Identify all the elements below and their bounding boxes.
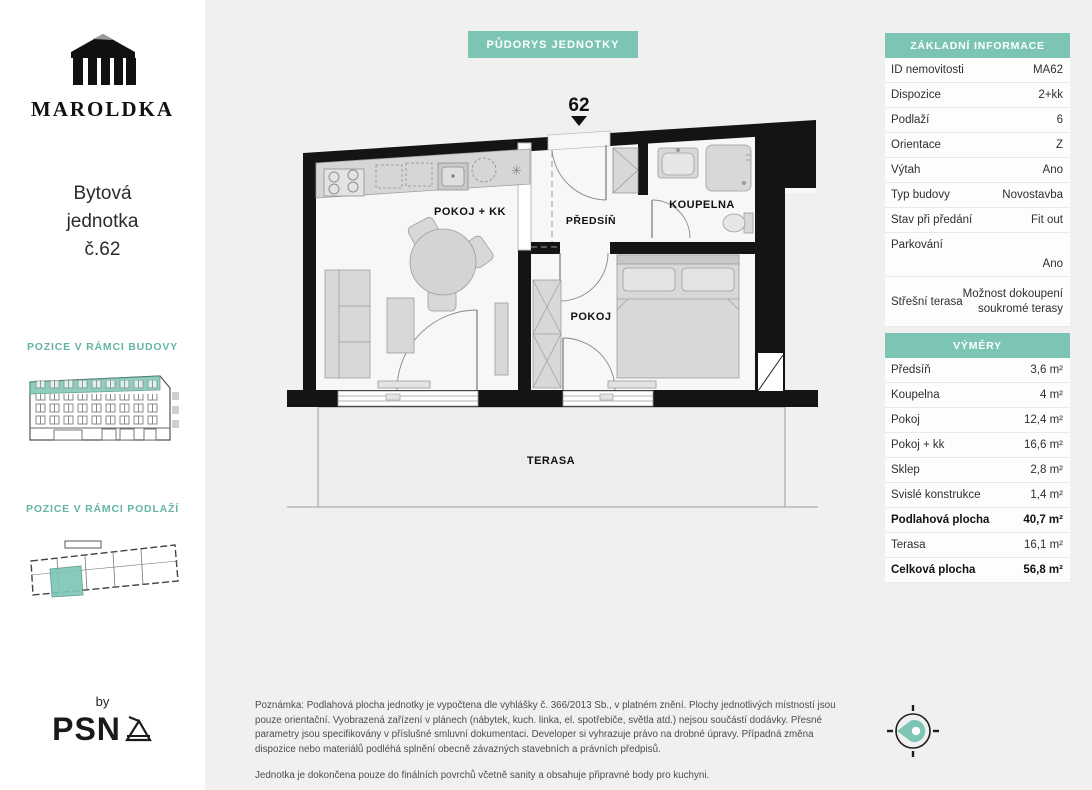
footnote-paragraph-2: Jednotka je dokončena pouze do finálních povrchů včetně sanity a obsahuje připravné body pro kuchyni.: [255, 769, 710, 781]
bathroom-sink: [658, 148, 698, 178]
area-row-pokoj: Pokoj 12,4 m²: [885, 408, 1070, 433]
info-row-stav: Stav při předání Fit out: [885, 208, 1070, 233]
floor-position-icon: [23, 535, 183, 601]
room-label-kitchen: POKOJ + KK: [434, 206, 506, 218]
shower: [706, 145, 751, 191]
coffee-table: [387, 298, 414, 353]
radiator-living: [378, 381, 430, 388]
bedroom-wardrobe: [533, 280, 561, 388]
area-row-podlahova-plocha: Podlahová plocha 40,7 m²: [885, 508, 1070, 533]
floor-plan: [278, 93, 823, 523]
room-label-bedroom: POKOJ: [570, 311, 612, 323]
psn-logo-text: PSN: [52, 711, 121, 747]
info-row-parkovani: Parkování Ano: [885, 233, 1070, 277]
info-row-vytah: Výtah Ano: [885, 158, 1070, 183]
toilet: [723, 213, 753, 233]
info-row-dispozice: Dispozice 2+kk: [885, 83, 1070, 108]
area-row-predsin: Předsíň 3,6 m²: [885, 358, 1070, 383]
by-label: by: [95, 694, 110, 709]
byline: [0, 694, 205, 748]
hall-wardrobe: [613, 148, 638, 193]
areas-panel: [885, 333, 1070, 583]
section-heading-building: POZICE V RÁMCI BUDOVY: [27, 341, 178, 353]
bed: [617, 255, 739, 378]
terrace-window-bedroom: [563, 391, 653, 406]
building-logo-icon: [65, 30, 141, 88]
brand-name: MAROLDKA: [30, 97, 175, 121]
info-row-id: ID nemovitosti MA62: [885, 58, 1070, 83]
areas-header: VÝMĚRY: [885, 333, 1070, 358]
footnote-paragraph-1: Poznámka: Podlahová plocha jednotky je vypočtena dle vyhlášky č. 366/2013 Sb., v platném znění. Plochy jednotlivých místností jsou pouze orientační. Vyobrazená zařízení v plánech (nábytek, kuch. linka, el. spotřebiče, světla atd.) nejsou součástí dodávky. Přesné parametry jsou specifikovány v příslušné smluvní dokumentaci. Developer si vyhrazuje právo na drobné úpravy. Případná změna dispozice nebo materiálů podléhá splnění obecně závazných stavebních a právních předpisů.: [255, 700, 836, 756]
terrace-window-living: [338, 391, 478, 406]
info-row-stresni-terasa: Střešní terasa Možnost dokoupení soukromé terasy: [885, 277, 1070, 327]
footnote: [255, 699, 855, 783]
area-row-svisle-konstrukce: Svislé konstrukce 1,4 m²: [885, 483, 1070, 508]
room-label-terrace: TERASA: [526, 455, 576, 467]
unit-title: [0, 180, 205, 264]
area-row-sklep: Sklep 2,8 m²: [885, 458, 1070, 483]
basic-info-table: [885, 58, 1070, 327]
unit-number-label: 62: [568, 95, 590, 116]
orientation-compass-icon: [883, 701, 943, 761]
psn-logo: [0, 711, 205, 748]
basic-info-header: ZÁKLADNÍ INFORMACE: [885, 33, 1070, 58]
area-row-celkova-plocha: Celková plocha 56,8 m²: [885, 558, 1070, 583]
radiator-bedroom: [608, 381, 656, 388]
floorplan-tab-button[interactable]: PŮDORYS JEDNOTKY: [468, 31, 638, 58]
info-row-orientace: Orientace Z: [885, 133, 1070, 158]
info-row-typ-budovy: Typ budovy Novostavba: [885, 183, 1070, 208]
area-row-pokoj-kk: Pokoj + kk 16,6 m²: [885, 433, 1070, 458]
floor-position-thumbnail: [0, 535, 205, 601]
tv-board: [495, 303, 508, 375]
room-label-hall: PŘEDSÍŇ: [565, 215, 617, 227]
area-row-terasa: Terasa 16,1 m²: [885, 533, 1070, 558]
unit-title-line2: jednotka: [66, 211, 139, 232]
psn-triangle-icon: [123, 715, 153, 745]
sofa: [325, 270, 370, 378]
room-label-bathroom: KOUPELNA: [669, 199, 735, 211]
sidebar: [0, 0, 205, 790]
area-row-koupelna: Koupelna 4 m²: [885, 383, 1070, 408]
building-elevation-thumbnail: [0, 366, 205, 448]
building-elevation-icon: [20, 366, 186, 448]
unit-marker-icon: [571, 116, 587, 126]
info-row-podlazi: Podlaží 6: [885, 108, 1070, 133]
side-window: [758, 353, 783, 391]
section-heading-floor: POZICE V RÁMCI PODLAŽÍ: [26, 503, 179, 515]
basic-info-panel: [885, 33, 1070, 327]
unit-title-line1: Bytová: [73, 183, 132, 204]
light-symbol: ✳: [511, 163, 522, 178]
brand-logo: [0, 30, 205, 122]
unit-title-line3: č.62: [84, 239, 121, 260]
areas-table: [885, 358, 1070, 583]
